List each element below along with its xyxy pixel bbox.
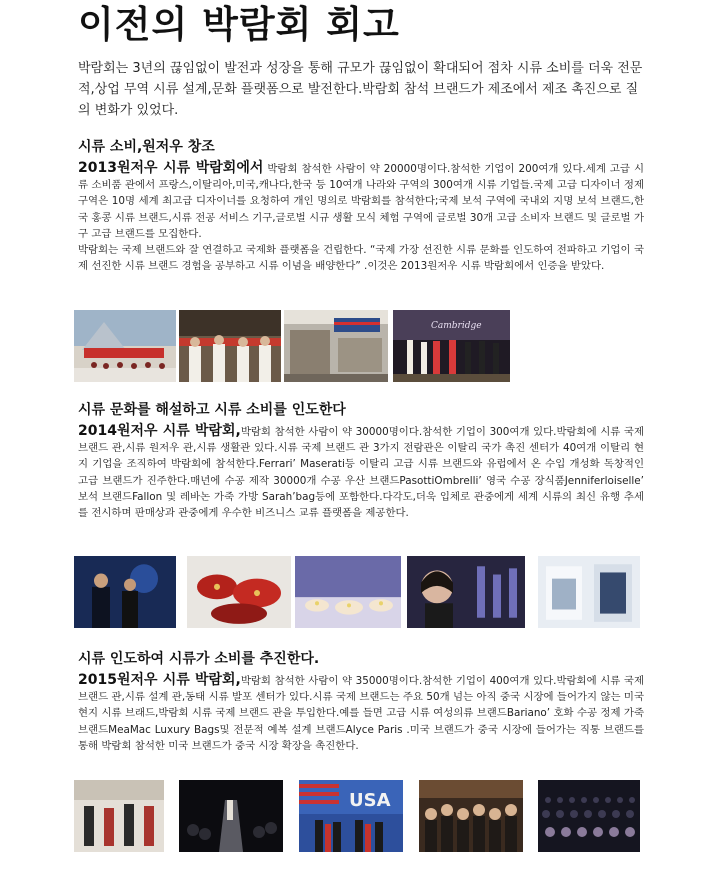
section-paragraph <box>78 160 644 242</box>
expo-building-photo <box>74 310 176 382</box>
model-portrait-photo <box>407 556 525 628</box>
page-title: 이전의 박람회 회고 <box>78 3 400 46</box>
photo-row-2014 <box>74 556 640 628</box>
section-paragraph <box>78 672 644 754</box>
section-lead: 2014원저우 시류 박람회, <box>78 423 241 439</box>
section-body: 박람회 참석한 사람이 약 20000명이다.참석한 기업이 200여개 있다.세계 고급 시류 소비품 관에서 프랑스,이탈리아,미국,캐나다,한국 등 10여개 나라와 구역의 300여개 시류 기업들.국제 고급 디자이너 정제 구역은 10명 세계 최고급 디자이너를 요청하여 개인 명의로 박람회를 참석한다;국제 보석 구역에 국내외 지명 보석 브랜드,한국 홍콩 시류 브랜드,시류 전공 서비스 기구,글로벌 시규 생활 모식 체험 구역에 글로벌 30개 고급 소비자 브랜드 및 글로벌 가구 고급 브랜드를 모집한다. <box>78 163 644 240</box>
photo-row-2013 <box>74 310 510 382</box>
svg-text:Cambridge: Cambridge <box>431 321 482 331</box>
section-title: 시류 문화를 해설하고 시류 소비를 인도한다 <box>78 402 346 418</box>
exhibition-booth-photo <box>284 310 388 382</box>
crowd-gathering-photo <box>419 780 523 852</box>
jewelry-display-photo <box>295 556 401 628</box>
boutique-mannequins-photo <box>74 780 164 852</box>
section-lead: 2015원저우 시류 박람회, <box>78 672 241 688</box>
red-masks-display-photo <box>187 556 291 628</box>
intro-paragraph: 박람회는 3년의 끊임없이 발전과 성장을 통해 규모가 끊임없이 확대되어 점차 시류 소비를 더욱 전문적,상업 무역 시류 설계,문화 플랫폼으로 발전한다.박람회 참석 브랜드가 제조에서 제조 촉진으로 질의 변화가 있었다. <box>78 61 643 118</box>
section-title: 시류 소비,원저우 창조 <box>78 139 215 155</box>
fashion-runway-photo <box>393 310 510 382</box>
speech-photo <box>74 556 176 628</box>
usa-pavilion-photo <box>299 780 403 852</box>
section-2014 <box>78 401 644 521</box>
photo-row-2015 <box>74 780 640 852</box>
section-body: 박람회 참석한 사람이 약 30000명이다.참석한 기업이 300여개 있다.박람회에 시류 국제 브랜드 관,시류 원저우 관,시류 생활관 있다.시류 국제 브랜드 관 3가지 전람관은 이탈리 국가 촉진 센터가 40여개 이탈리 현지 기업을 조직하여 박람회에 참석한다.Ferrari’ Maserati등 이탈리 고급 시류 브랜드와 유럽에서 온 수입 개성화 독창적인 고급 브랜드가 진주한다.매년에 수공 제작 30000개 수공 우산 브랜드PasottiOmbrelli’ 영국 수공 장식품Jenniferloiselle’ 보석 브랜드Fallon 및 레바논 가죽 가방 Sarah’bag등에 포함한다.다각도,더욱 입체로 관중에게 세계 시류의 최신 유행 추세를 전시하며 판매상과 관중에게 우수한 비즈니스 교류 플랫폼을 제공한다. <box>78 426 644 520</box>
section-body: 박람회 참석한 사람이 약 35000명이다.참석한 기업이 400여개 있다.박람회에 시류 국제 브랜드 관,시류 설계 관,동태 시류 발포 센터가 있다.시류 국제 브랜드는 주요 50개 넘는 아직 중국 시장에 들어가지 않는 미국 현지 시류 브래드,박람회 시류 국제 브랜드 관을 투입한다.예를 들면 고급 시류 여성의류 브랜드Bariano’ 호화 수공 정제 가죽 브랜드MeaMac Luxury Bags및 전문적 예복 설계 브랜드Alyce Paris .미국 브랜드가 중국 시장에 들어가는 직통 브랜드를 통해 박람회 참석한 미국 브랜드가 중국 시장 확장을 촉진한다. <box>78 675 644 752</box>
dark-runway-photo <box>179 780 283 852</box>
audience-seating-photo <box>538 780 640 852</box>
section-2013 <box>78 138 644 274</box>
section-2015 <box>78 650 644 754</box>
section-lead: 2013원저우 시류 박람회에서 <box>78 160 264 176</box>
gallery-display-photo <box>538 556 640 628</box>
section-paragraph <box>78 423 644 521</box>
section-paragraph-2: 박람회는 국제 브랜드와 잘 연결하고 국제화 플랫폼을 건립한다. “국제 가장 선진한 시류 문화를 인도하여 전파하고 기업이 국제 선진한 시류 브랜드 경험을 공부하고 시류 이념을 배양한다” .이것은 2013원저우 시류 박람회에서 인증을 받았다. <box>78 244 644 273</box>
section-title: 시류 인도하여 시류가 소비를 추진한다. <box>78 651 320 667</box>
ribbon-cutting-photo <box>179 310 281 382</box>
svg-text:USA: USA <box>349 790 391 811</box>
